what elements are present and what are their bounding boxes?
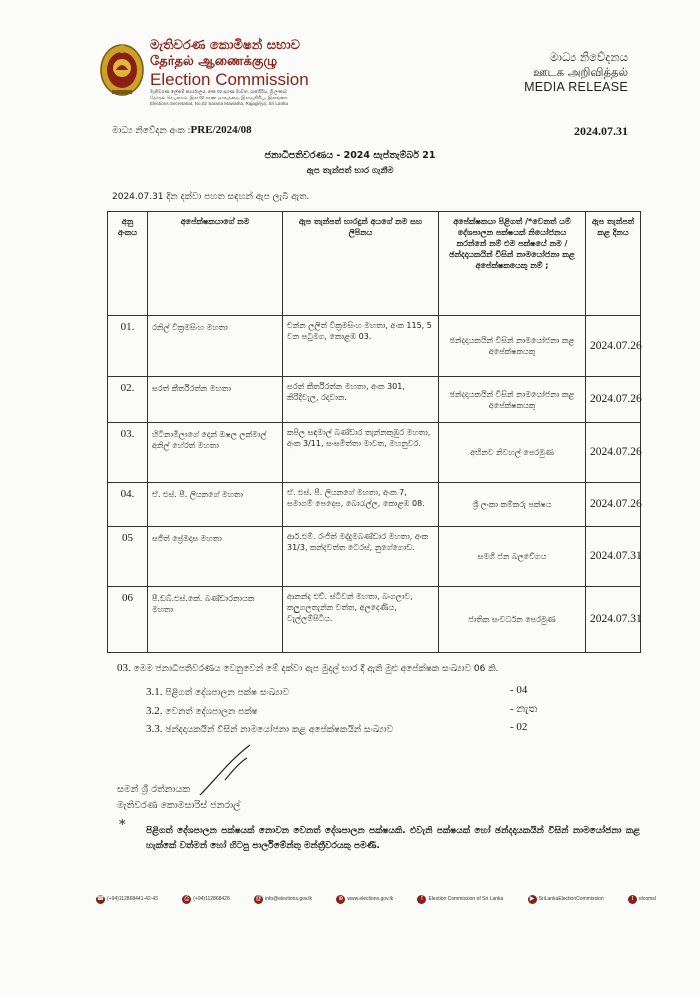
signature-icon — [195, 740, 265, 800]
sri-lanka-emblem-icon — [98, 40, 146, 98]
cell-depositor: චන්න ලලිත් වික්‍රමසිංහ මහතා, අංක 115, 5 වන පටුමග, කොළඹ 03. — [283, 316, 439, 377]
table-row — [108, 527, 641, 587]
cell-date: 2024.07.26 — [586, 483, 641, 527]
org-name-english: Election Commission — [150, 70, 309, 89]
contact-website[interactable]: ⊕ www.elections.gov.lk — [338, 895, 394, 902]
contact-phone[interactable]: ☎ (+94)112868441-42-43 — [96, 895, 158, 902]
cell-candidate: හිටිනාමිලාගේ දොන් ඔෂල ලක්මාල් අනිල් හේරත් මහතා — [148, 423, 283, 483]
cell-no: 05 — [108, 527, 148, 587]
cell-no: 02. — [108, 377, 148, 423]
col-header-date: ඇප තැන්පත් කළ දිනය — [586, 212, 641, 316]
summary-value: - 02 — [510, 721, 528, 733]
intro-text: 2024.07.31 දින දක්වා පහත සඳහන් ඇප ලැබී ඇත. — [112, 192, 310, 202]
col-header-no: අනු අංකය — [108, 212, 148, 316]
cell-party: ශ්‍රී ලංකා කම්කරු පක්ෂය — [439, 483, 586, 527]
contact-email[interactable]: @ info@elections.gov.lk — [255, 895, 313, 902]
contact-bar — [96, 893, 656, 905]
table-header-row — [108, 212, 641, 316]
release-date: 2024.07.31 — [574, 124, 628, 138]
table-row — [108, 377, 641, 423]
table-row — [108, 316, 641, 377]
summary-item: 3.3. ඡන්දදායකයින් විසින් නාමයෝජනා කළ අපේක්ෂකයින් සංඛ්‍යාව — [146, 723, 394, 735]
org-address: මැතිවරණ ලේකම් කාර්යාලය, අංක 02 සරණ මාවත, රාජගිරිය, ශ්‍රී ලංකාව தேர்தல் செயலகம், இல 02 சரண மாவத்தை, இராஜகிரிய, இலங்கை Elections Secretariat, No.02 Sarana Mawatha, Rajagiriya, Sri Lanka — [150, 89, 288, 106]
media-release-label: මාධ්‍ය නිවේදනය ஊடக அறிவித்தல் MEDIA RELEASE — [524, 50, 628, 94]
cell-party: අභිනව නිවහල් පෙරමුණ — [439, 423, 586, 483]
contact-twitter[interactable]: t elcomsl — [628, 895, 656, 904]
cell-no: 04. — [108, 483, 148, 527]
cell-party: ඡන්දදායකයින් විසින් නාමයෝජනා කළ අපේක්ෂකයකු — [439, 316, 586, 377]
total-candidates-note: 03. මෙම ජනාධිපතිවරණය වෙනුවෙන් මේ දක්වා ඇප මුදල් භාර දී ඇති මුළු අපේක්ෂක සංඛ්‍යාව 06 කි. — [117, 662, 499, 674]
document-title: ජනාධිපතිවරණය - 2024 සැප්තැම්බර් 21 — [264, 150, 436, 161]
cell-depositor: ආර්.එම්. රංජිත් මද්දුමබණ්ඩාර මහතා, අංක 31/3, කන්දවත්ත ටෙරස්, නුගේගොඩ. — [283, 527, 439, 587]
cell-no: 01. — [108, 316, 148, 377]
cell-no: 03. — [108, 423, 148, 483]
reference-number: මාධ්‍ය නිවේදන අංක :PRE/2024/08 — [112, 124, 252, 136]
signatory-title: මැතිවරණ කොමසාරිස් ජනරාල් — [117, 800, 241, 811]
fax-icon: ⎙ — [182, 895, 191, 904]
cell-party: ඡන්දදායකයින් විසින් නාමයෝජනා කළ අපේක්ෂකයකු — [439, 377, 586, 423]
cell-candidate: සජිත් ප්‍රේමදාස මහතා — [148, 527, 283, 587]
cell-depositor: කපිල සඳමාල් බණ්ඩාර තැන්නකුඹුර මහතා, අංක 3/11, සංඝමිත්තා මාවත, මහනුවර. — [283, 423, 439, 483]
org-name-sinhala: මැතිවරණ කොමිෂන් සභාව — [150, 38, 300, 53]
table-row — [108, 587, 641, 653]
col-header-depositor: ඇප තැන්පත් භාරදුන් අයගේ නම සහ ලිපිනය — [283, 212, 439, 316]
email-icon: @ — [255, 895, 262, 902]
document-subtitle: ඇප තැන්පත් භාර ගැනීම — [306, 166, 394, 176]
contact-youtube[interactable]: ▶ SriLankaElectionCommission — [528, 895, 604, 904]
cell-party: සමගි ජන බලවේගය — [439, 527, 586, 587]
deposit-table — [107, 211, 641, 653]
cell-date: 2024.07.31 — [586, 587, 641, 653]
footnote-text: පිළිගත් දේශපාලන පක්ෂයක් නොවන වෙනත් දේශපාලන පක්ෂයකි. එවැනි පක්ෂයක් හෝ ඡන්දදායකයින් විසින් නාමයෝජනා කළ හැක්කේ වත්මන් හෝ හිටපු පාර්ලිමේන්තු මන්ත්‍රීවරයකු පමණි. — [146, 826, 640, 851]
org-name-tamil: தேர்தல் ஆணைக்குழு — [150, 54, 278, 69]
cell-candidate: සරත් කීර්තිරත්න මහතා — [148, 377, 283, 423]
organization-block — [150, 38, 310, 107]
col-header-candidate: අපේක්ෂකයාගේ නම — [148, 212, 283, 316]
contact-facebook[interactable]: f Election Commission of Sri Lanka — [417, 895, 503, 904]
table-row — [108, 483, 641, 527]
cell-date: 2024.07.26 — [586, 377, 641, 423]
web-icon: ⊕ — [338, 895, 344, 902]
contact-fax[interactable]: ⎙ (+94)112868426 — [182, 895, 229, 904]
cell-depositor: සරත් කීර්තිරත්න මහතා, අංක 301, කිරිදිවැල, රදාවාන. — [283, 377, 439, 423]
cell-candidate: පී.ඩබ්.එස්.කේ. බණ්ඩාරනායක මහතා — [148, 587, 283, 653]
summary-value: - නැත — [510, 703, 538, 715]
col-header-party: අපේක්ෂකයා පිළිගත් /*වෙනත් යම් දේශපාලන පක්ෂයක් නියෝජනය කරන්නේ නම් එම පක්ෂයේ නම / ඡන්දදායකයින් විසින් නාමයෝජනා කළ අපේක්ෂකයෙකු නම් ; — [439, 212, 586, 316]
summary-item: 3.2. වෙනත් දේශපාලන පක්ෂ — [146, 705, 258, 717]
cell-depositor: ආනන්ද එච්. ස්ටීවන් මහතා, බංගලාව, කලුගලතැන්න වත්ත, අලදෙණිය, වැල්ලම්පිටිය. — [283, 587, 439, 653]
summary-value: - 04 — [510, 684, 528, 696]
cell-candidate: ඒ. එස්. පී. ලියනගේ මහතා — [148, 483, 283, 527]
table-row — [108, 423, 641, 483]
cell-date: 2024.07.26 — [586, 423, 641, 483]
cell-no: 06 — [108, 587, 148, 653]
summary-item: 3.1. පිළිගත් දේශපාලන පක්ෂ සංඛ්‍යාව — [146, 686, 290, 698]
phone-icon: ☎ — [96, 895, 105, 902]
cell-depositor: ඒ. එස්. පී. ලියනගේ මහතා, අංක 7, සමාගම් පෙදෙස, බොරැල්ල, කොළඹ 08. — [283, 483, 439, 527]
cell-candidate: රනිල් වික්‍රමසිංහ මහතා — [148, 316, 283, 377]
twitter-icon: t — [628, 895, 637, 904]
footnote-marker: * — [119, 818, 126, 833]
cell-party: ජාතික සංවර්ධන පෙරමුණ — [439, 587, 586, 653]
signatory-name: සමන් ශ්‍රී රත්නායක — [117, 784, 191, 795]
facebook-icon: f — [417, 895, 426, 904]
cell-date: 2024.07.26 — [586, 316, 641, 377]
youtube-icon: ▶ — [528, 895, 537, 904]
cell-date: 2024.07.31 — [586, 527, 641, 587]
